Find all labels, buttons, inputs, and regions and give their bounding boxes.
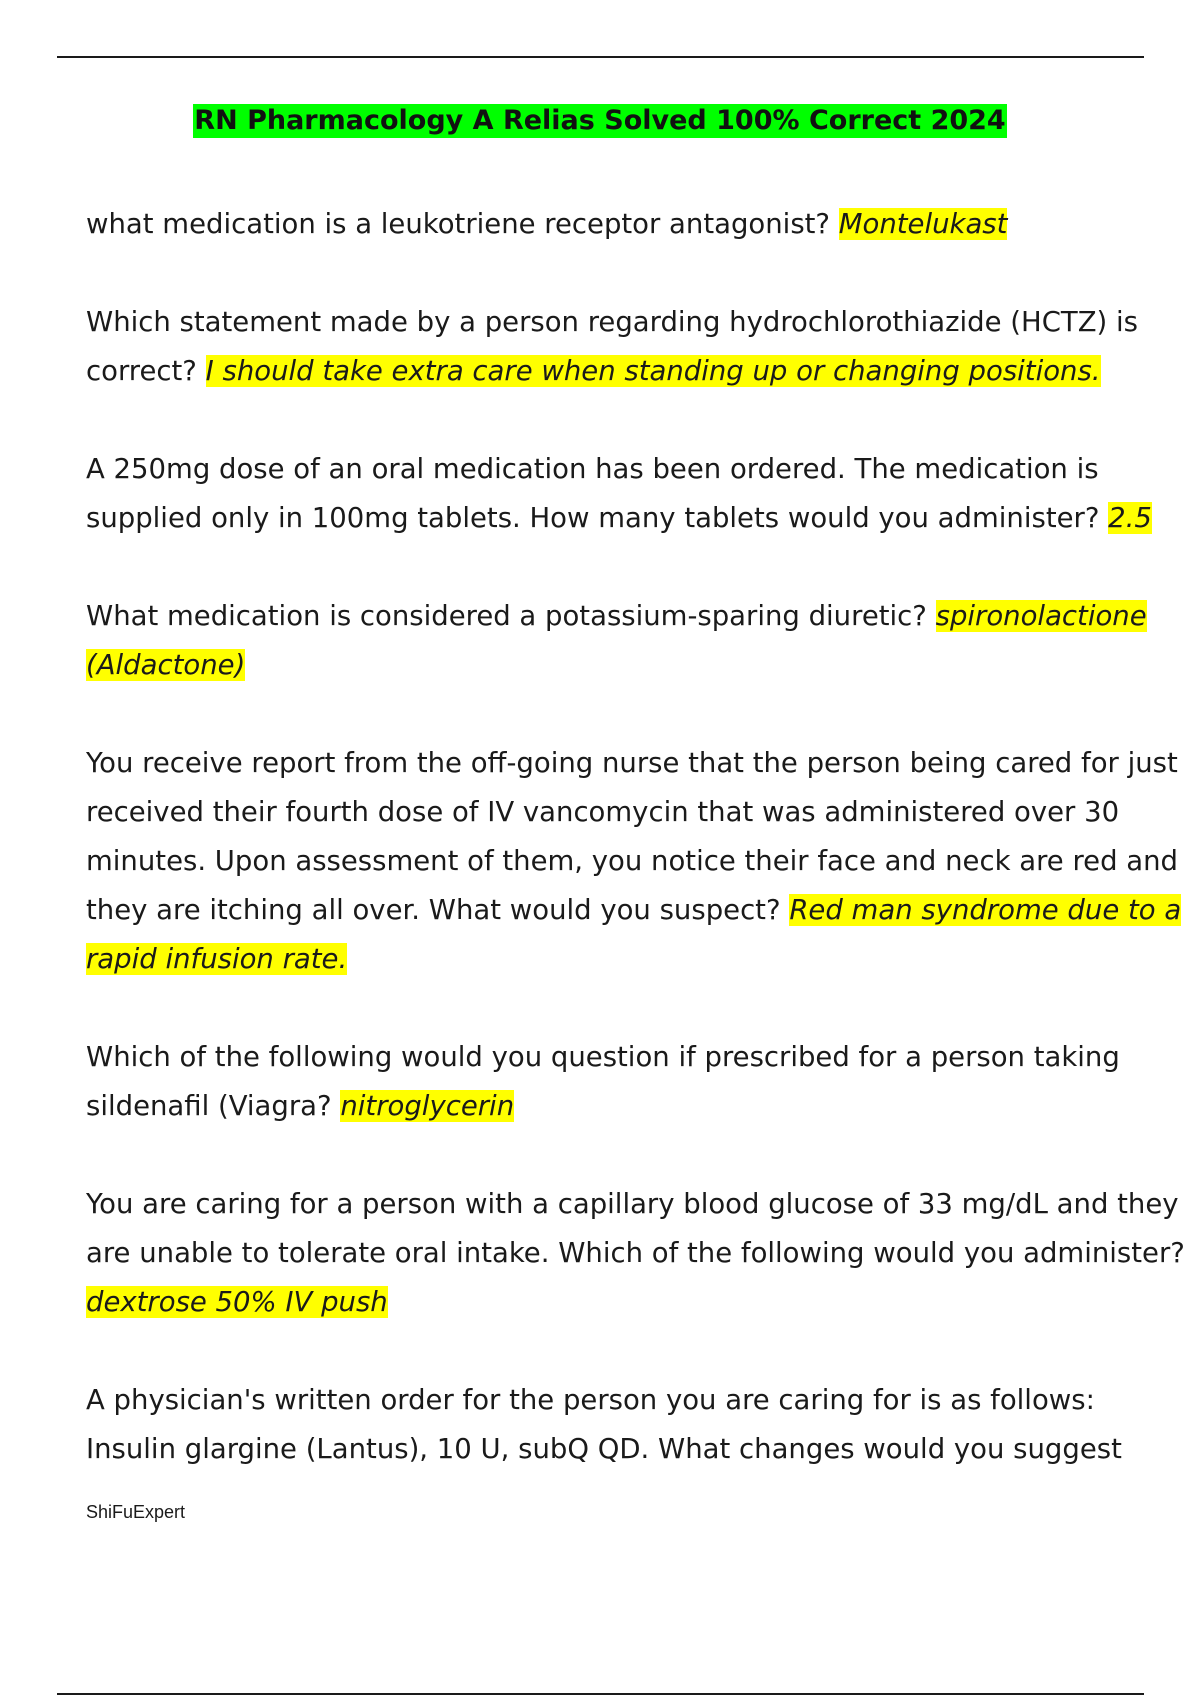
question-text: A 250mg dose of an oral medication has been ordered. The medication is supplied only in 100mg tablets. How many tablets would you administer? — [86, 453, 1100, 534]
bottom-divider — [57, 1693, 1144, 1695]
question-text: You are caring for a person with a capillary blood glucose of 33 mg/dL and they are unable to tolerate oral intake. Which of the following would you administer? — [86, 1188, 1185, 1269]
answer-text: Montelukast — [838, 208, 1008, 240]
question-text: Which of the following would you question if prescribed for a person taking sildenafil (Viagra? — [86, 1041, 1120, 1122]
answer-text: dextrose 50% IV push — [86, 1286, 388, 1318]
qa-item-1 — [86, 200, 1186, 249]
document-title: RN Pharmacology A Relias Solved 100% Correct 2024 — [194, 105, 1006, 136]
question-text: What medication is considered a potassium-sparing diuretic? — [86, 600, 927, 632]
question-text: what medication is a leukotriene receptor antagonist? — [86, 208, 831, 240]
question-text: You receive report from the off-going nurse that the person being cared for just received their fourth dose of IV vancomycin that was administered over 30 minutes. Upon assessment of them, you notice their face and neck are red and they are itching all over. What would you suspect? — [86, 747, 1179, 926]
question-text: A physician's written order for the person you are caring for is as follows: Insulin glargine (Lantus), 10 U, subQ QD. What changes would you suggest — [86, 1384, 1122, 1465]
qa-item-3 — [86, 445, 1186, 543]
title-container — [0, 104, 1200, 138]
qa-item-2 — [86, 298, 1186, 396]
answer-text: I should take extra care when standing up or changing positions. — [205, 355, 1101, 387]
answer-text: 2.5 — [1108, 502, 1152, 534]
footer-brand: ShiFuExpert — [86, 1502, 186, 1522]
qa-item-6 — [86, 1033, 1186, 1131]
qa-list — [86, 200, 1186, 1523]
qa-item-5 — [86, 739, 1186, 984]
answer-text: nitroglycerin — [340, 1090, 515, 1122]
top-divider — [57, 56, 1144, 58]
qa-item-8 — [86, 1376, 1186, 1474]
qa-item-4 — [86, 592, 1186, 690]
answer-text: Red man syndrome due to a rapid infusion rate. — [86, 894, 1182, 975]
qa-item-7 — [86, 1180, 1186, 1327]
answer-text: spironolactione (Aldactone) — [86, 600, 1147, 681]
question-text: Which statement made by a person regarding hydrochlorothiazide (HCTZ) is correct? — [86, 306, 1138, 387]
